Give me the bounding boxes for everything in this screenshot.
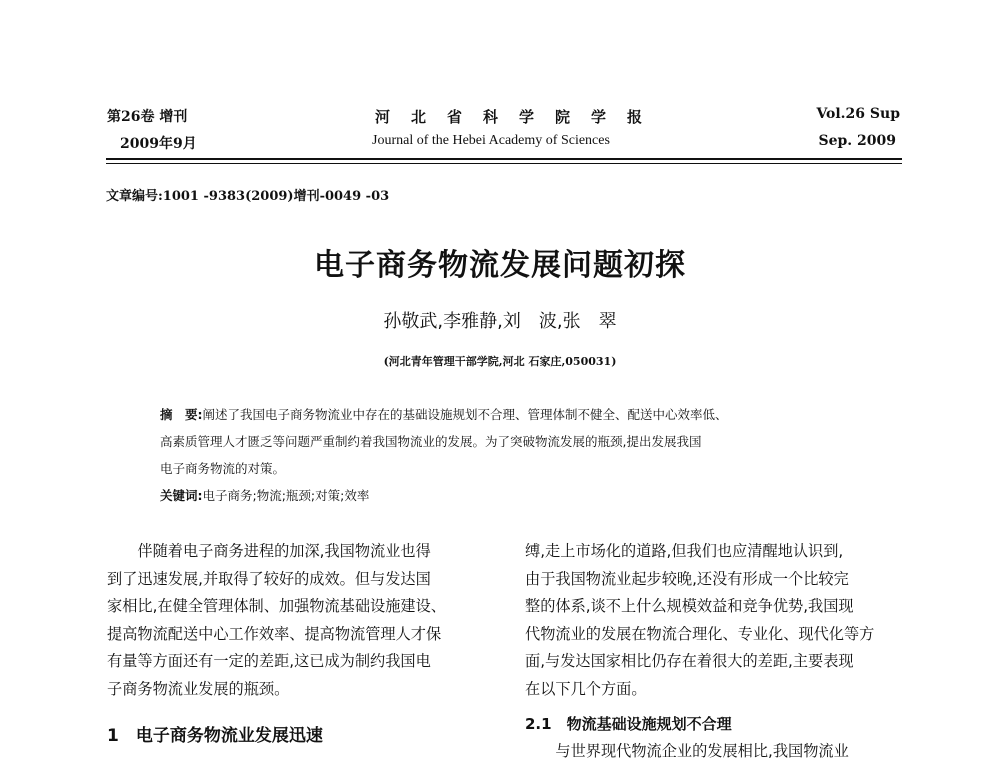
- journal-title-en: Journal of the Hebei Academy of Sciences: [372, 133, 610, 148]
- paragraph-line: 家相比,在健全管理体制、加强物流基础设施建设、: [107, 597, 446, 616]
- section-heading-2-1: 2.1 物流基础设施规划不合理: [525, 715, 732, 733]
- affiliation: (河北青年管理干部学院,河北 石家庄,050031): [383, 355, 617, 368]
- volume-en: Vol.26 Sup: [816, 106, 900, 122]
- abstract-label: 摘 要:: [160, 407, 203, 422]
- date-en: Sep. 2009: [818, 133, 896, 149]
- header-rule-thick: [106, 158, 902, 160]
- paragraph-line: 伴随着电子商务进程的加深,我国物流业也得: [107, 542, 431, 560]
- journal-title-cn: 河北省科学院学报: [375, 108, 664, 126]
- paragraph-line: 在以下几个方面。: [525, 679, 647, 698]
- intro-paragraph: [107, 538, 446, 704]
- abstract-line-2: 高素质管理人才匮乏等问题严重制约着我国物流业的发展。为了突破物流发展的瓶颈,提出发展我国: [160, 434, 702, 449]
- paragraph-line: 缚,走上市场化的道路,但我们也应清醒地认识到,: [525, 542, 844, 560]
- paragraph-line: 代物流业的发展在物流合理化、专业化、现代化等方: [525, 624, 875, 643]
- paragraph-line: 整的体系,谈不上什么规模效益和竞争优势,我国现: [525, 597, 854, 616]
- abstract-line-3: 电子商务物流的对策。: [160, 461, 286, 476]
- header-rule-thin: [106, 163, 902, 164]
- paragraph-line: 有量等方面还有一定的差距,这已成为制约我国电: [107, 652, 431, 671]
- paragraph-line: 面,与发达国家相比仍存在着很大的差距,主要表现: [525, 652, 854, 671]
- volume-label: 第26卷 增刊: [107, 109, 188, 125]
- issue-date: 2009年9月: [120, 136, 197, 152]
- abstract-text-1: 阐述了我国电子商务物流业中存在的基础设施规划不合理、管理体制不健全、配送中心效率低、: [202, 407, 728, 422]
- page-title: 电子商务物流发展问题初探: [314, 248, 686, 283]
- right-column-paragraph: [525, 538, 874, 704]
- paragraph-line: 到了迅速发展,并取得了较好的成效。但与发达国: [107, 569, 431, 588]
- keywords-line: [160, 486, 369, 504]
- authors: 孙敬武,李雅静,刘 波,张 翠: [383, 311, 617, 332]
- section-heading-1: 1 电子商务物流业发展迅速: [107, 726, 323, 746]
- paragraph-line: 由于我国物流业起步较晚,还没有形成一个比较完: [525, 569, 849, 588]
- paragraph-line-cut: 与世界现代物流企业的发展相比,我国物流业: [525, 742, 849, 760]
- paragraph-line: 子商务物流业发展的瓶颈。: [107, 679, 290, 698]
- article-number: 文章编号:1001 -9383(2009)增刊-0049 -03: [106, 189, 390, 204]
- keywords-text: 电子商务;物流;瓶颈;对策;效率: [202, 488, 370, 503]
- abstract-line-1: [160, 405, 728, 423]
- paragraph-line: 提高物流配送中心工作效率、提高物流管理人才保: [107, 624, 442, 643]
- keywords-label: 关键词:: [160, 488, 203, 503]
